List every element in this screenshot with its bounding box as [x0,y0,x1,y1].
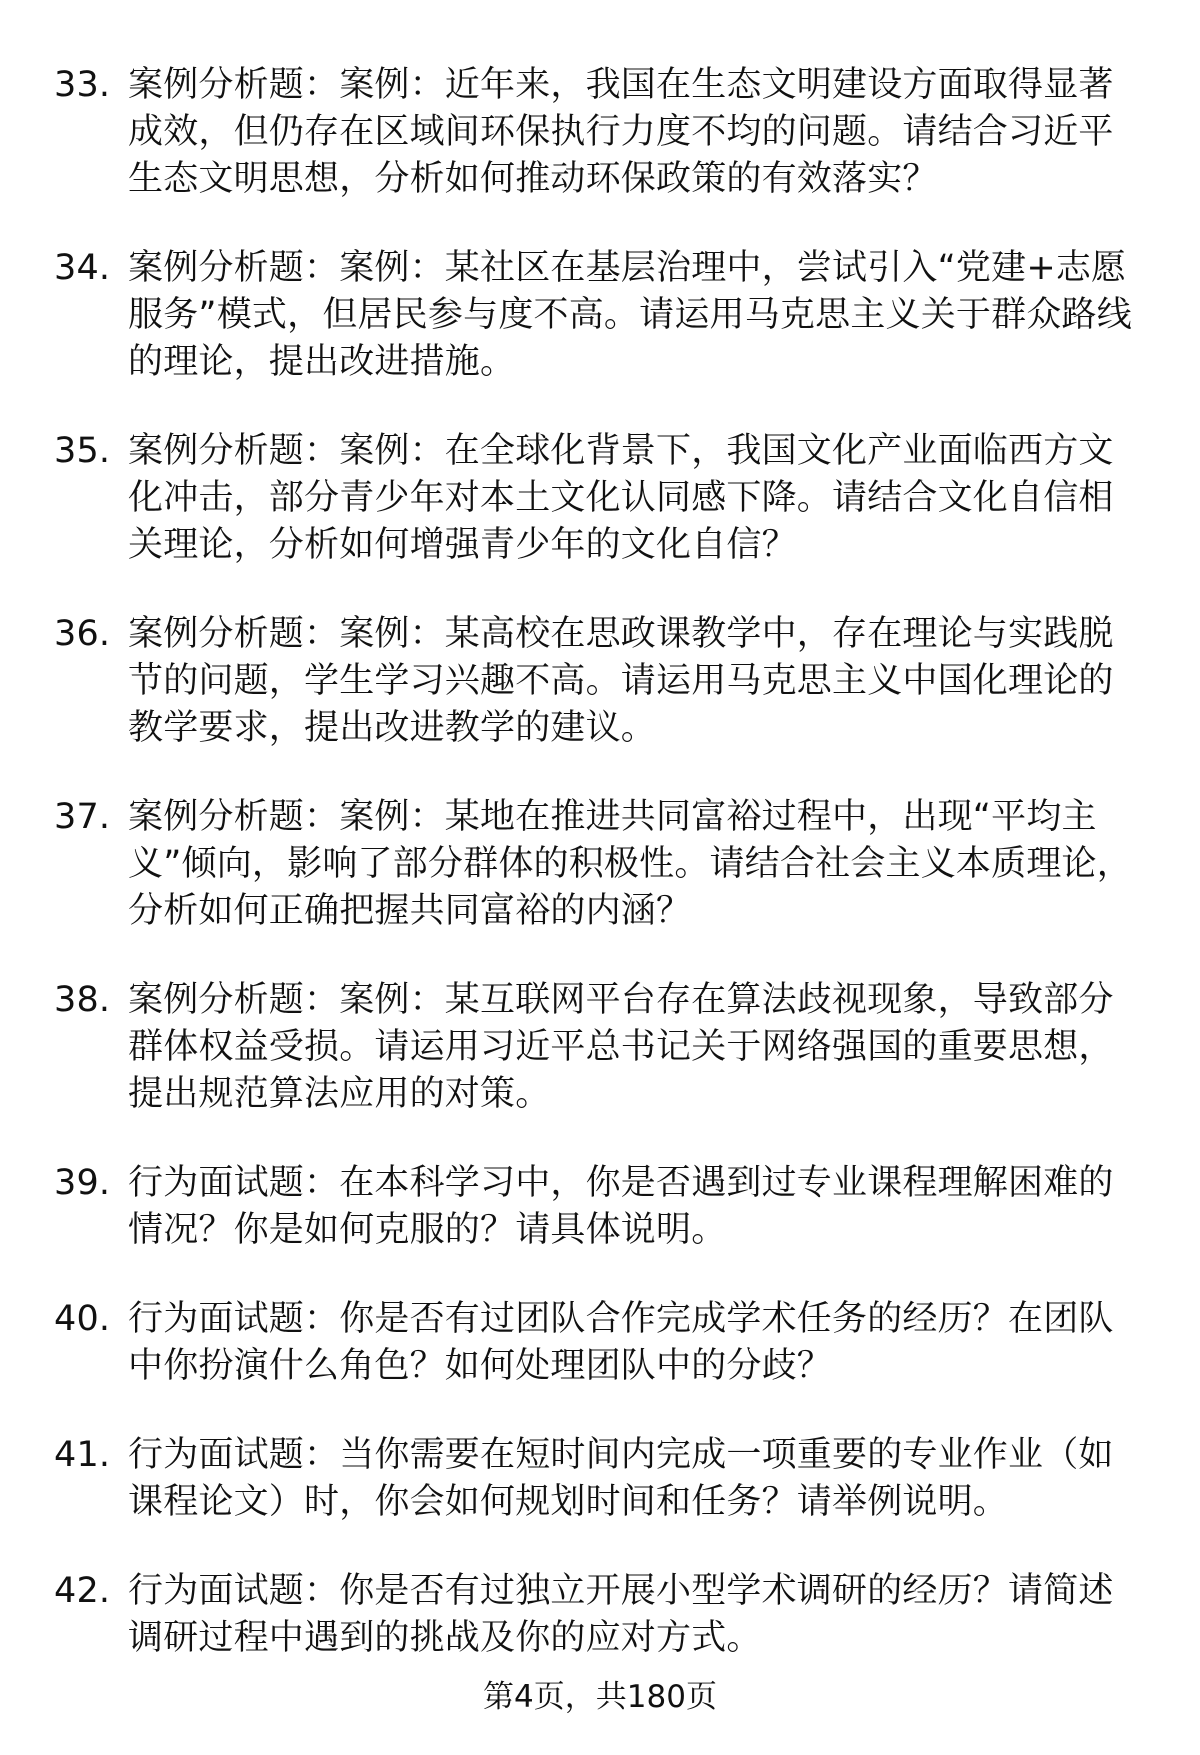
question-text: 行为面试题：当你需要在短时间内完成一项重要的专业作业（如课程论文）时，你会如何规划时间和任务？请举例说明。 [128,1435,1114,1522]
question-item [0,1296,1200,1390]
question-item [0,1160,1200,1254]
question-number: 38. [54,980,111,1020]
question-text: 案例分析题：案例：某社区在基层治理中，尝试引入“党建+志愿服务”模式，但居民参与度不高。请运用马克思主义关于群众路线的理论，提出改进措施。 [128,248,1132,382]
question-number: 36. [54,614,111,654]
question-list [0,62,1200,1704]
page-footer: 第4页，共180页 [483,1679,717,1715]
question-number: 39. [54,1163,111,1203]
question-number: 35. [54,431,111,471]
question-item [0,1568,1200,1662]
question-item [0,1432,1200,1526]
question-number: 37. [54,797,111,837]
question-item [0,611,1200,752]
question-item [0,977,1200,1118]
question-item [0,62,1200,203]
question-number: 40. [54,1299,111,1339]
question-number: 41. [54,1435,111,1475]
question-text: 行为面试题：在本科学习中，你是否遇到过专业课程理解困难的情况？你是如何克服的？请具体说明。 [128,1163,1114,1250]
question-item [0,428,1200,569]
question-item [0,245,1200,386]
question-number: 34. [54,248,111,288]
question-text: 行为面试题：你是否有过团队合作完成学术任务的经历？在团队中你扮演什么角色？如何处理团队中的分歧？ [128,1299,1114,1386]
question-text: 案例分析题：案例：在全球化背景下，我国文化产业面临西方文化冲击，部分青少年对本土文化认同感下降。请结合文化自信相关理论，分析如何增强青少年的文化自信？ [128,431,1114,565]
question-text: 案例分析题：案例：某高校在思政课教学中，存在理论与实践脱节的问题，学生学习兴趣不高。请运用马克思主义中国化理论的教学要求，提出改进教学的建议。 [128,614,1114,748]
question-text: 案例分析题：案例：近年来，我国在生态文明建设方面取得显著成效，但仍存在区域间环保执行力度不均的问题。请结合习近平生态文明思想，分析如何推动环保政策的有效落实？ [128,65,1114,199]
question-number: 33. [54,65,111,105]
question-text: 案例分析题：案例：某互联网平台存在算法歧视现象，导致部分群体权益受损。请运用习近平总书记关于网络强国的重要思想，提出规范算法应用的对策。 [128,980,1114,1114]
question-text: 行为面试题：你是否有过独立开展小型学术调研的经历？请简述调研过程中遇到的挑战及你的应对方式。 [128,1571,1114,1658]
question-text: 案例分析题：案例：某地在推进共同富裕过程中，出现“平均主义”倾向，影响了部分群体的积极性。请结合社会主义本质理论，分析如何正确把握共同富裕的内涵？ [128,797,1132,931]
question-number: 42. [54,1571,111,1611]
question-item [0,794,1200,935]
